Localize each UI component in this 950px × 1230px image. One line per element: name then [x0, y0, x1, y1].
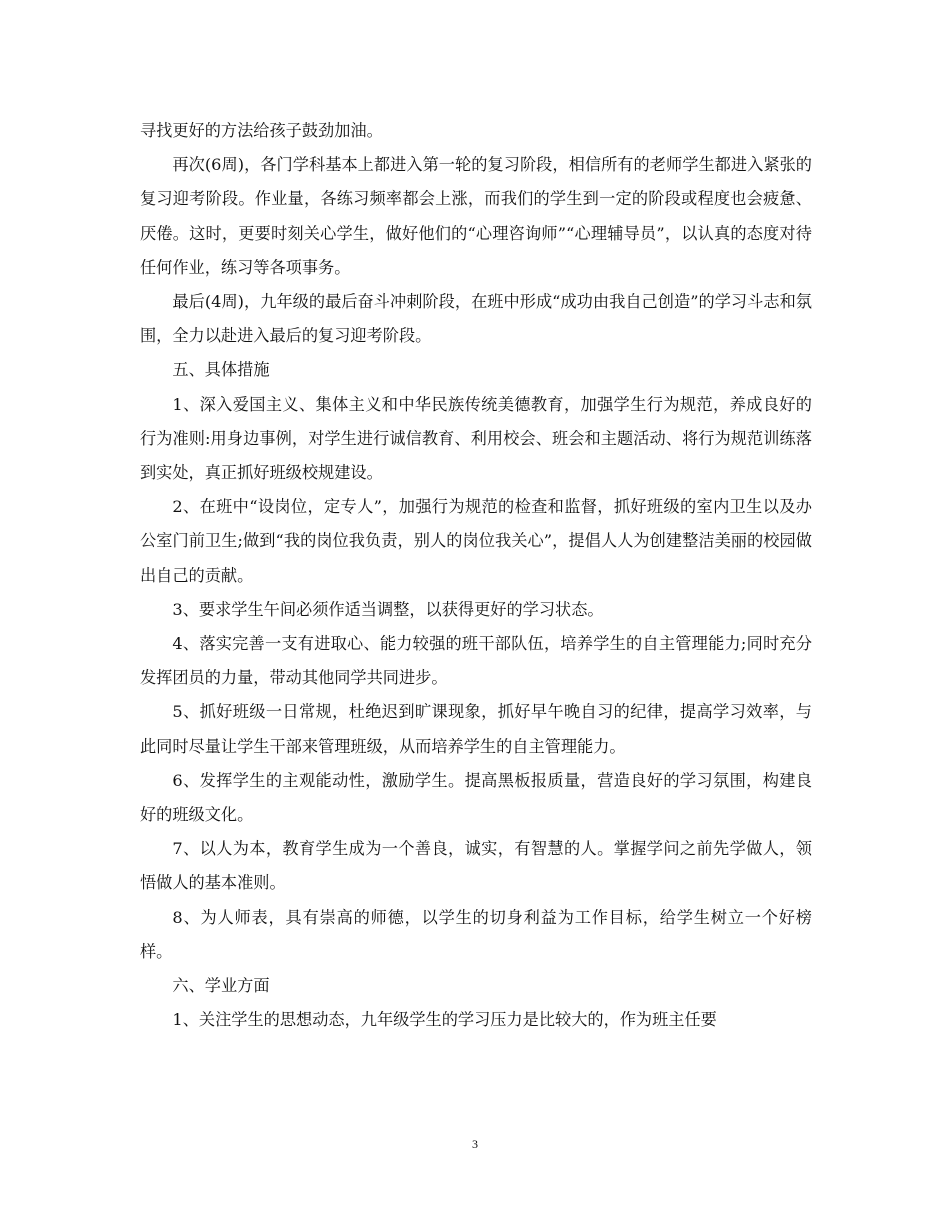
list-item-academics-1: 1、关注学生的思想动态，九年级学生的学习压力是比较大的，作为班主任要 [172, 1010, 717, 1030]
paragraph-continuation: 寻找更好的方法给孩子鼓劲加油。 [140, 121, 383, 140]
list-item-measure-4: 4、落实完善一支有进取心、能力较强的班干部队伍，培养学生的自主管理能力;同时充分发挥团员的力量，带动其他同学共同进步。 [140, 634, 812, 688]
section-heading-measures: 五、具体措施 [172, 360, 270, 380]
list-item-measure-1: 1、深入爱国主义、集体主义和中华民族传统美德教育，加强学生行为规范，养成良好的行为准则:用身边事例，对学生进行诚信教育、利用校会、班会和主题活动、将行为规范训练落到实处，真正抓好班级校规建设。 [140, 394, 812, 483]
paragraph-review-phase: 再次(6周)，各门学科基本上都进入第一轮的复习阶段，相信所有的老师学生都进入紧张的复习迎考阶段。作业量，各练习频率都会上涨，而我们的学生到一定的阶段或程度也会疲惫、厌倦。这时，更要时刻关心学生，做好他们的“心理咨询师”“心理辅导员”，以认真的态度对待任何作业，练习等各项事务。 [140, 155, 812, 277]
list-item-measure-2: 2、在班中“设岗位，定专人”，加强行为规范的检查和监督，抓好班级的室内卫生以及办公室门前卫生;做到“我的岗位我负责，别人的岗位我关心”，提倡人人为创建整洁美丽的校园做出自己的贡献。 [140, 497, 812, 585]
list-item-measure-6: 6、发挥学生的主观能动性，激励学生。提高黑板报质量，营造良好的学习氛围，构建良好的班级文化。 [140, 770, 812, 825]
list-item-measure-7: 7、以人为本，教育学生成为一个善良，诚实，有智慧的人。掌握学问之前先学做人，领悟做人的基本准则。 [140, 839, 812, 893]
paragraph-final-phase: 最后(4周)，九年级的最后奋斗冲刺阶段，在班中形成“成功由我自己创造”的学习斗志和氛围，全力以赴进入最后的复习迎考阶段。 [140, 292, 812, 346]
section-heading-academics: 六、学业方面 [172, 976, 270, 996]
list-item-measure-5: 5、抓好班级一日常规，杜绝迟到旷课现象，抓好早午晚自习的纪律，提高学习效率，与此同时尽量让学生干部来管理班级，从而培养学生的自主管理能力。 [140, 702, 812, 756]
body-text [140, 114, 812, 1037]
list-item-measure-8: 8、为人师表，具有崇高的师德，以学生的切身利益为工作目标，给学生树立一个好榜样。 [140, 907, 812, 961]
page-number: 3 [472, 1137, 478, 1151]
list-item-measure-3: 3、要求学生午间必须作适当调整，以获得更好的学习状态。 [172, 599, 604, 619]
